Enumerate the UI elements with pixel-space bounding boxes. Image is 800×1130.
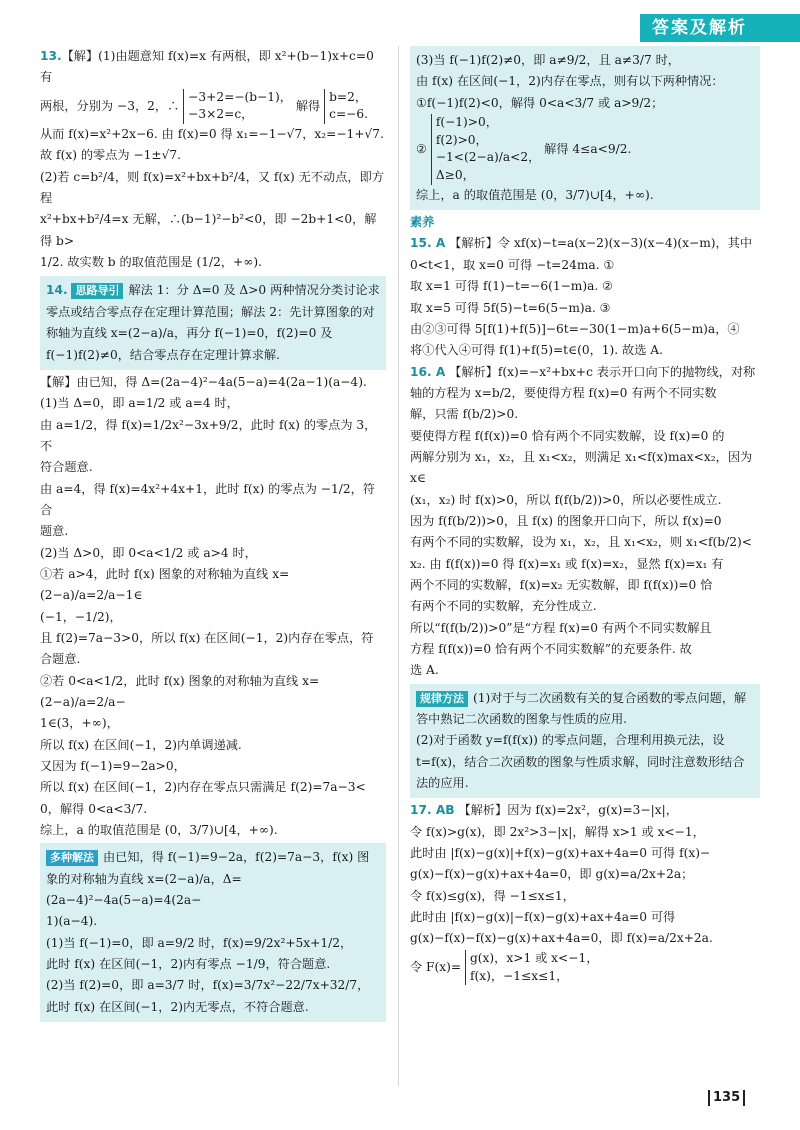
q14-line: 由 a=4，得 f(x)=4x²+4x+1，此时 f(x) 的零点为 −1/2，符合 [40,481,375,517]
q14-line: (1)当 Δ=0，即 a=1/2 或 a=4 时， [40,396,239,411]
q13-result-line: c=−6. [329,107,369,122]
q14-cont-summary: 综上，a 的取值范围是 (0，3/7)∪[4，+∞). [416,187,654,202]
question-16 [410,362,760,799]
q14-cont-line: 由 f(x) 在区间(−1，2)内存在零点，则有以下两种情况： [416,74,724,89]
q14-cont-result: 解得 4≤a<9/2. [544,141,632,156]
column-divider [398,46,399,1086]
q13-line: (2)若 c=b²/4，则 f(x)=x²+bx+b²/4，又 f(x) 无不动点，即方程 [40,169,384,206]
q15-line: 将①代入④可得 f(1)+f(5)=t∈(0，1). 故选 A. [410,343,663,358]
q14-cont-line: ①f(−1)f(2)<0，解得 0<a<3/7 或 a>9/2； [416,95,664,110]
question-17 [410,800,760,985]
q14-guide-text: 解法 1：分 Δ=0 及 Δ>0 两种情况分类讨论求零点或结合零点存在定理计算范围；解法 2：先计算图象的对称轴为直线 x=(2−a)/a，再分 f(−1)=0，f(2)=0 及 f(−1)f(2)≠0，结合零点存在定理计算求解. [46,283,380,362]
q14-line: 合题意. [40,652,81,667]
q16-line: 方程 f(f(x))=0 恰有两个不同实数解”的充要条件. 故 [410,642,692,656]
q13-system-brace [183,89,292,124]
q14-line: 且 f(2)=7a−3>0，所以 f(x) 在区间(−1，2)内存在零点，符 [40,630,374,645]
q15-line: 取 x=5 可得 5f(5)−t=6(5−m)a. ③ [410,300,611,315]
q14-alt-line: 此时 f(x) 在区间(−1，2)内有零点 −1/9，符合题意. [46,957,331,972]
q16-line: 要使得方程 f(f(x))=0 恰有两个不同实数解，设 f(x)=0 的 [410,428,725,443]
q14-cont-system-line: Δ≥0， [435,168,475,183]
q14-line: ②若 0<a<1/2，此时 f(x) 图象的对称轴为直线 x=(2−a)/a=2/a− [40,673,320,709]
q13-result-line: b=2， [329,89,368,104]
section-heading: 素养 [410,215,435,230]
q14-line: 1∈(3，+∞)， [40,716,119,731]
q14-number: 14. [46,283,68,298]
q17-line: 令 f(x)>g(x)，即 2x²>3−|x|，解得 x>1 或 x<−1， [410,824,705,839]
q15-line: 取 x=1 可得 f(1)−t=−6(1−m)a. ② [410,279,614,294]
q14-line: (2)当 Δ>0，即 0<a<1/2 或 a>4 时， [40,545,257,560]
q14-cont-system-brace [431,114,540,185]
q14-line: ①若 a>4，此时 f(x) 图象的对称轴为直线 x=(2−a)/a=2/a−1∈ [40,566,290,603]
q17-line: 因为 f(x)=2x²，g(x)=3−|x|， [507,803,678,818]
q13-number: 13. [40,49,62,63]
q14-line: 又因为 f(−1)=9−2a>0， [40,759,186,774]
q17-line: 此时由 |f(x)−g(x)|+f(x)−g(x)+ax+4a=0 可得 f(x)− [410,846,711,861]
q14-line: 【解】由已知，得 Δ=(2a−4)²−4a(5−a)=4(2a−1)(a−4). [40,374,367,389]
q13-line: x²+bx+b²/4=x 无解，∴(b−1)²−b²<0，即 −2b+1<0，解得 b> [40,212,377,248]
q14-summary: 综上，a 的取值范围是 (0，3/7)∪[4，+∞). [40,823,278,838]
q15-line: 由②③可得 5[f(1)+f(5)]−6t=−30(1−m)a+6(5−m)a，④ [410,321,740,336]
q14-line: 0，解得 0<a<3/7. [40,801,148,816]
q15-line: 令 xf(x)−t=a(x−2)(x−3)(x−4)(x−m)，其中 [497,236,753,251]
q17-tag: 【解析】 [458,803,508,818]
q14-alt-line: (2)当 f(2)=0，即 a=3/7 时，f(x)=3/7x²−22/7x+32/7， [46,978,370,993]
q13-line: 故 f(x) 的零点为 −1±√7. [40,148,182,163]
q14-line: 所以 f(x) 在区间(−1，2)内单调递减. [40,737,242,752]
question-14 [40,276,386,1022]
q14-cont-system-line: f(−1)>0， [435,115,498,130]
question-13 [40,46,386,273]
q16-line: 所以“f(f(b/2))>0”是“方程 f(x)=0 有两个不同实数解且 [410,620,712,635]
q13-solve-label: 解得 [295,98,321,113]
q16-method-box [410,684,760,799]
q16-line: 选 A. [410,663,439,678]
q14-line: (−1，−1/2)， [40,609,122,624]
q14-alt-tag: 多种解法 [46,850,98,866]
q17-number: 17. AB [410,803,455,818]
q13-line: (1)由题意知 f(x)=x 有两根，即 x²+(b−1)x+c=0 有 [40,49,374,85]
q17-line: 此时由 |f(x)−g(x)|−f(x)−g(x)+ax+4a=0 可得 [410,910,676,925]
q14-guide-tag: 思路导引 [71,283,123,299]
right-column [410,46,760,985]
q17-line: g(x)−f(x)−g(x)+ax+4a=0，即 g(x)=a/2x+2a； [410,867,694,882]
q16-line: 轴的方程为 x=b/2，要使得方程 f(x)=0 有两个不同实数 [410,385,717,400]
q14-cont-line: (3)当 f(−1)f(2)≠0，即 a≠9/2，且 a≠3/7 时， [416,53,680,67]
q16-line: 因为 f(f(b/2))>0，且 f(x) 的图象开口向下，所以 f(x)=0 [410,513,722,528]
q14-continuation-box [410,46,760,210]
q14-guide-box [40,276,386,369]
q16-line: 两个不同的实数解，f(x)=x₂ 无实数解，即 f(f(x))=0 恰 [410,577,713,592]
q16-number: 16. A [410,364,446,379]
q14-line: 所以 f(x) 在区间(−1，2)内存在零点只需满足 f(2)=7a−3< [40,780,366,795]
q16-line: x₂. 由 f(f(x))=0 得 f(x)=x₁ 或 f(x)=x₂，显然 f(x)=x₁ 有 [410,556,724,571]
question-15 [410,233,760,361]
q15-number: 15. A [410,236,446,251]
q14-alt-line: (1)当 f(−1)=0，即 a=9/2 时，f(x)=9/2x²+5x+1/2， [46,935,353,950]
q14-line: 符合题意. [40,460,93,475]
q14-line: 由 a=1/2，得 f(x)=1/2x²−3x+9/2，此时 f(x) 的零点为 3，不 [40,417,377,453]
q14-alternative-box [40,843,386,1022]
q14-line: 题意. [40,524,69,539]
q17-line: 令 f(x)≤g(x)，得 −1≤x≤1， [410,888,575,903]
q13-line: 从而 f(x)=x²+2x−6. 由 f(x)=0 得 x₁=−1−√7，x₂=−1+√7. [40,127,384,142]
q14-alt-line: 由已知，得 f(−1)=9−2a，f(2)=7a−3，f(x) 图 [103,850,370,865]
left-column [40,46,386,1024]
q15-line: 0<t<1，取 x=0 可得 −t=24ma. ① [410,257,615,272]
q16-line: (x₁，x₂) 时 f(x)>0，所以 f(f(b/2))>0，所以必要性成立. [410,492,722,507]
q16-line: 有两个不同的实数解，充分性成立. [410,599,597,614]
q13-system-line: −3×2=c， [188,107,254,122]
q14-cont-system-line: f(2)>0， [435,132,488,147]
q14-cont-system-line: −1<(2−a)/a<2， [435,150,541,165]
q14-alt-line: 此时 f(x) 在区间(−1，2)内无零点，不符合题意. [46,999,309,1014]
q16-line: 有两个不同的实数解，设为 x₁，x₂，且 x₁<x₂，则 x₁<f(b/2)< [410,535,752,550]
q16-method-line: (1)对于与二次函数有关的复合函数的零点问题，解答中熟记二次函数的图象与性质的应用. [416,690,747,727]
q16-line: 两解分别为 x₁，x₂，且 x₁<x₂，则满足 x₁<f(x)max<x₂，因为 x∈ [410,449,753,486]
q16-tag: 【解析】 [449,364,498,379]
q15-tag: 【解析】 [449,236,498,251]
q17-piecewise-label: 令 F(x)= [410,960,462,974]
page-header-title: 答案及解析 [652,18,747,38]
q16-line: f(x)=−x²+bx+c 表示开口向下的抛物线，对称 [497,364,756,379]
q17-piecewise-line: f(x)，−1≤x≤1， [470,968,569,983]
q14-cont-case-label: ② [416,141,427,156]
q13-line: 两根，分别为 −3，2，∴ [40,98,180,113]
q13-result-brace [324,89,368,124]
q14-alt-line: 1)(a−4). [46,914,98,929]
q16-line: 解，只需 f(b/2)>0. [410,407,519,422]
page-number: 135 [708,1090,745,1106]
q13-tag: 【解】 [61,49,99,63]
q13-system-line: −3+2=−(b−1)， [188,89,292,104]
q16-method-line: (2)对于函数 y=f(f(x)) 的零点问题，合理利用换元法，设 t=f(x)，结合二次函数的图象与性质求解，同时注意数形结合法的应用. [416,733,745,791]
q16-method-tag: 规律方法 [416,691,468,707]
q17-piecewise-line: g(x)，x>1 或 x<−1， [470,950,599,965]
q13-line: 1/2. 故实数 b 的取值范围是 (1/2，+∞). [40,255,263,270]
q14-alt-line: 象的对称轴为直线 x=(2−a)/a，Δ=(2a−4)²−4a(5−a)=4(2a− [46,871,242,908]
q17-piecewise-brace [465,950,598,985]
q17-line: g(x)−f(x)−f(x)−g(x)+ax+4a=0，即 f(x)=a/2x+2a. [410,931,713,946]
